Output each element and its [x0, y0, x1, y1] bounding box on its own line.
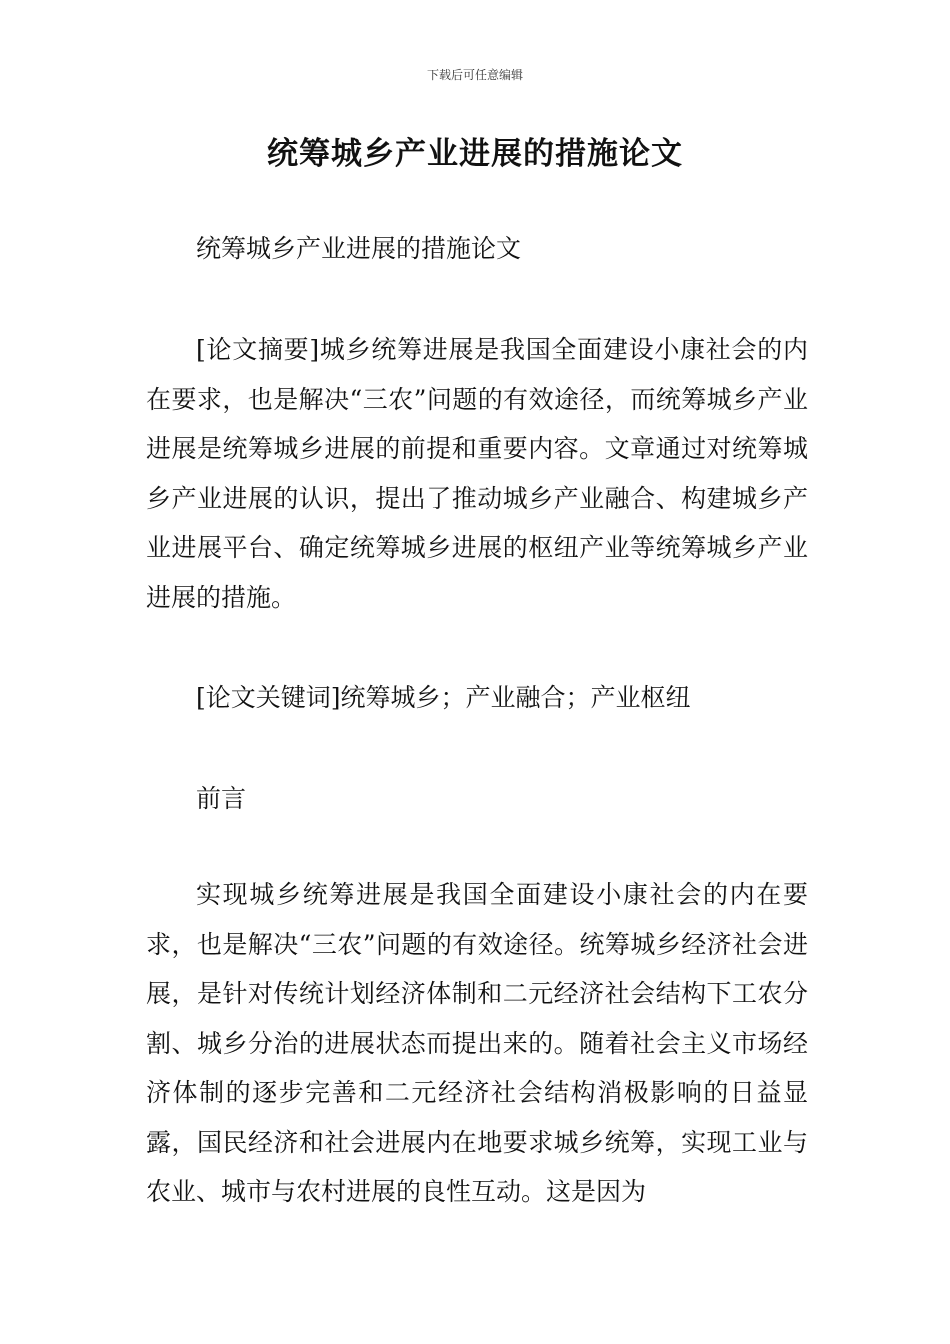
keywords-paragraph: [论文关键词]统筹城乡；产业融合；产业枢纽	[196, 683, 691, 712]
document-subtitle: 统筹城乡产业进展的措施论文	[196, 234, 522, 263]
preface-heading: 前言	[196, 784, 247, 813]
abstract-paragraph: [论文摘要]城乡统筹进展是我国全面建设小康社会的内在要求，也是解决“三农”问题的有效途径，而统筹城乡产业进展是统筹城乡进展的前提和重要内容。文章通过对统筹城乡产业进展的认识，提出了推动城乡产业融合、构建城乡产业进展平台、确定统筹城乡进展的枢纽产业等统筹城乡产业进展的措施。	[146, 335, 808, 612]
page-header-note: 下载后可任意编辑	[426, 68, 523, 82]
document-title: 统筹城乡产业进展的措施论文	[267, 136, 683, 172]
preface-paragraph: 实现城乡统筹进展是我国全面建设小康社会的内在要求，也是解决“三农”问题的有效途径。统筹城乡经济社会进展，是针对传统计划经济体制和二元经济社会结构下工农分割、城乡分治的进展状态而提出来的。随着社会主义市场经济体制的逐步完善和二元经济社会结构消极影响的日益显露，国民经济和社会进展内在地要求城乡统筹，实现工业与农业、城市与农村进展的良性互动。这是因为	[146, 880, 808, 1206]
